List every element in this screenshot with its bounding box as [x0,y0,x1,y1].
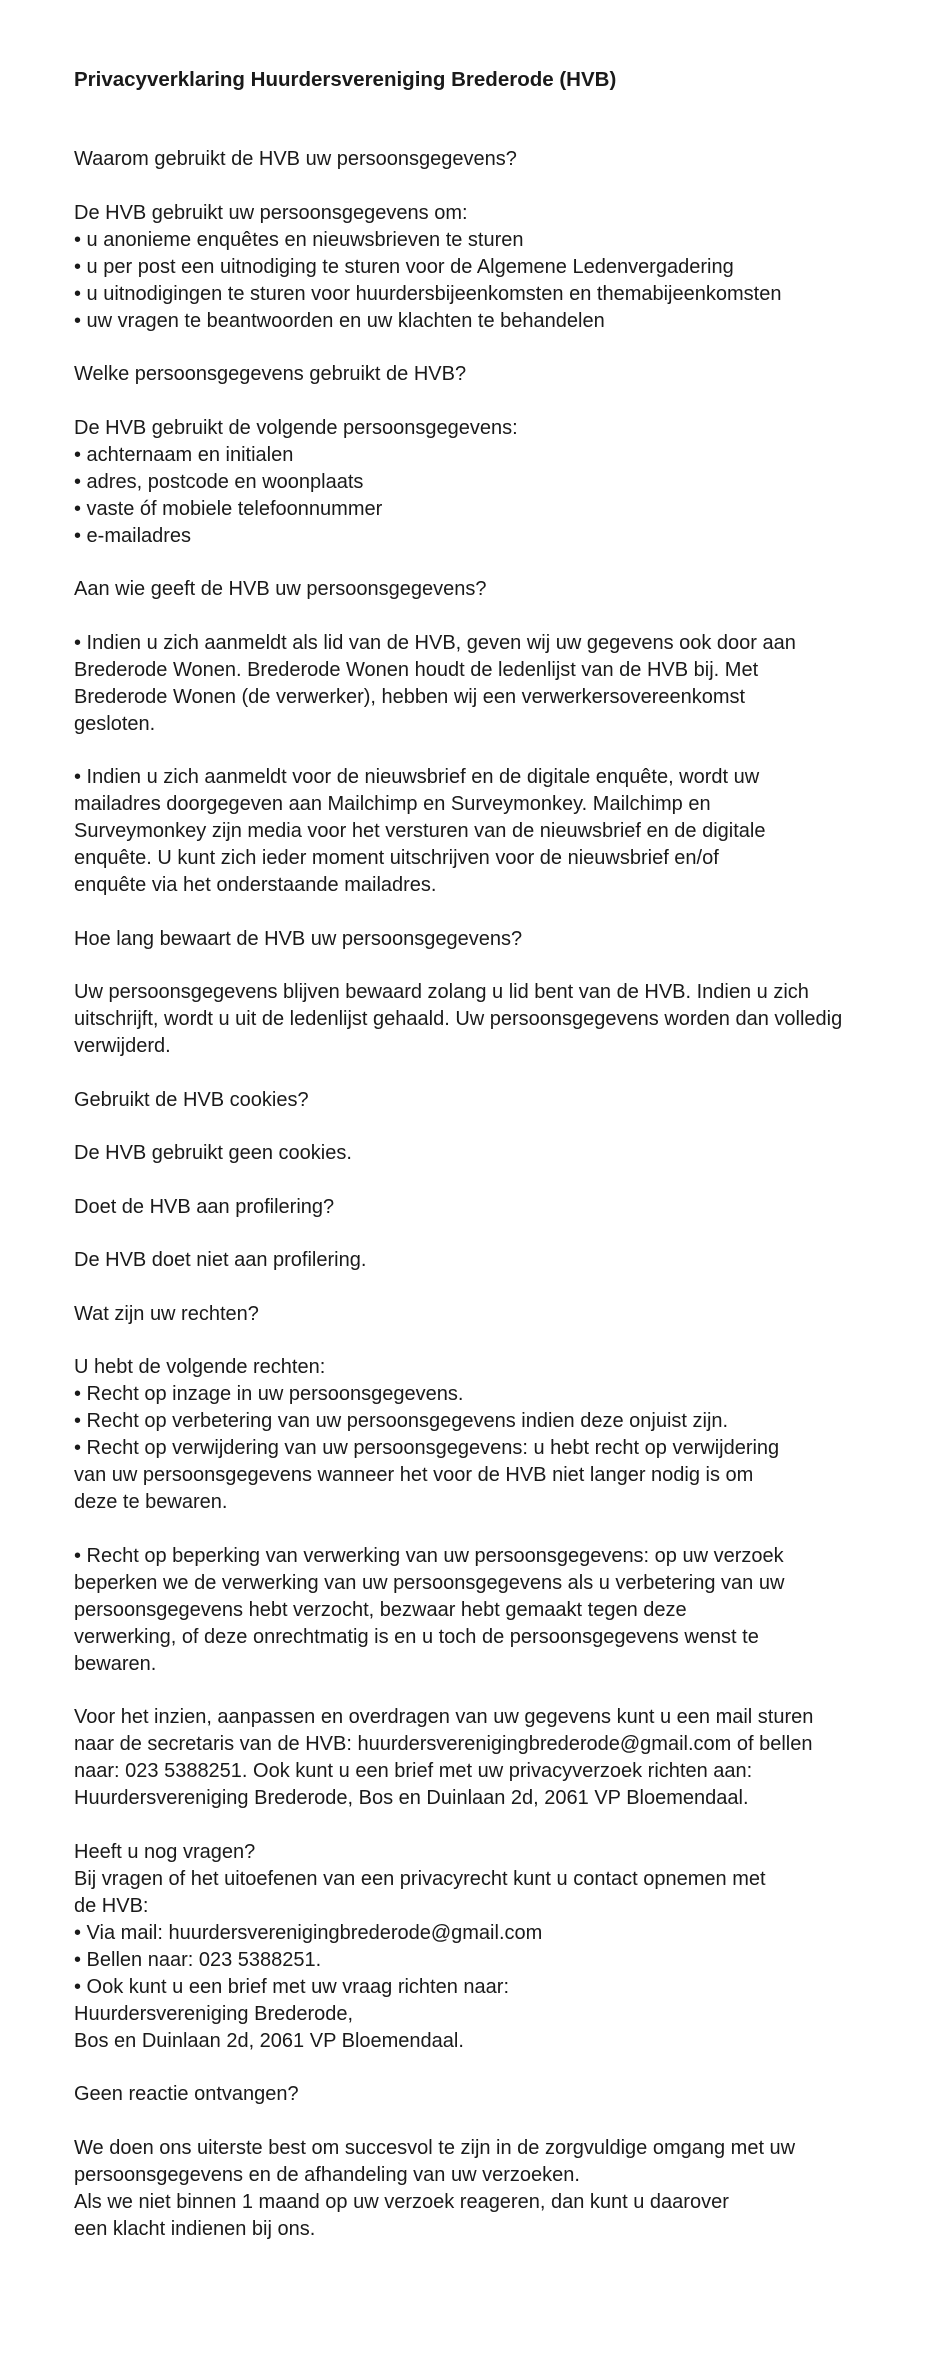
paragraph-gap [74,1060,905,1087]
paragraph [74,1247,905,1274]
text-line: Doet de HVB aan profilering? [74,1195,335,1218]
paragraph [74,2081,905,2108]
text-line: • achternaam en initialen [74,443,294,466]
paragraph [74,764,905,899]
text-line: De HVB doet niet aan profilering. [74,1249,367,1271]
text-line: • Indien u zich aanmeldt voor de nieuwsbrief en de digitale enquête, wordt uw [74,766,760,788]
text-line: Hoe lang bewaart de HVB uw persoonsgegevens? [74,927,523,950]
text-line: De HVB gebruikt de volgende persoonsgegevens: [74,416,518,439]
text-line: persoonsgegevens en de afhandeling van uw verzoeken. [74,2163,580,2186]
text-line: Surveymonkey zijn media voor het versturen van de nieuwsbrief en de digitale [74,820,766,842]
paragraph-gap [74,388,905,415]
paragraph [74,361,905,388]
text-line: Gebruikt de HVB cookies? [74,1088,309,1111]
text-line: • u uitnodigingen te sturen voor huurdersbijeenkomsten en themabijeenkomsten [74,282,782,305]
text-line: Welke persoonsgegevens gebruikt de HVB? [74,363,467,385]
text-line: • Recht op beperking van verwerking van uw persoonsgegevens: op uw verzoek [74,1544,784,1567]
paragraph-gap [74,1812,905,1839]
text-line: enquête. U kunt zich ieder moment uitschrijven voor de nieuwsbrief en/of [74,847,719,869]
paragraph-gap [74,1167,905,1194]
paragraph-gap [74,1516,905,1543]
text-line: • Recht op verwijdering van uw persoonsgegevens: u hebt recht op verwijdering [74,1437,780,1459]
paragraph [74,1354,905,1516]
text-line: van uw persoonsgegevens wanneer het voor de HVB niet langer nodig is om [74,1464,754,1486]
text-line: bewaren. [74,1652,157,1675]
text-line: • Recht op verbetering van uw persoonsgegevens indien deze onjuist zijn. [74,1410,729,1432]
text-line: De HVB gebruikt geen cookies. [74,1142,352,1164]
paragraph-gap [74,2108,905,2135]
text-line: verwerking, of deze onrechtmatig is en u toch de persoonsgegevens wenst te [74,1625,759,1648]
paragraph [74,926,905,953]
spacer [74,93,905,146]
text-line: Huurdersvereniging Brederode, Bos en Duinlaan 2d, 2061 VP Bloemendaal. [74,1787,749,1809]
text-line: Bos en Duinlaan 2d, 2061 VP Bloemendaal. [74,2029,464,2052]
paragraph [74,1087,905,1114]
text-line: Geen reactie ontvangen? [74,2083,299,2105]
paragraph [74,630,905,738]
text-line: Uw persoonsgegevens blijven bewaard zolang u lid bent van de HVB. Indien u zich [74,981,809,1003]
text-line: Voor het inzien, aanpassen en overdragen van uw gegevens kunt u een mail sturen [74,1706,814,1728]
text-line: • e-mailadres [74,524,192,547]
paragraph-gap [74,1221,905,1248]
text-line: naar de secretaris van de HVB: huurdersverenigingbrederode@gmail.com of bellen [74,1733,813,1755]
paragraph-gap [74,1274,905,1301]
text-line: Als we niet binnen 1 maand op uw verzoek reageren, dan kunt u daarover [74,2190,729,2213]
text-line: • uw vragen te beantwoorden en uw klachten te behandelen [74,309,605,332]
text-line: deze te bewaren. [74,1491,228,1513]
text-line: • Ook kunt u een brief met uw vraag richten naar: [74,1975,509,1998]
text-line: Heeft u nog vragen? [74,1840,256,1863]
text-line: persoonsgegevens hebt verzocht, bezwaar hebt gemaakt tegen deze [74,1598,687,1621]
paragraph-gap [74,1678,905,1705]
paragraph [74,979,905,1060]
text-line: Bij vragen of het uitoefenen van een privacyrecht kunt u contact opnemen met [74,1867,766,1890]
text-line: een klacht indienen bij ons. [74,2217,316,2240]
paragraph-gap [74,1328,905,1355]
paragraph [74,200,905,335]
text-line: • Bellen naar: 023 5388251. [74,1948,322,1971]
text-line: naar: 023 5388251. Ook kunt u een brief met uw privacyverzoek richten aan: [74,1760,753,1782]
paragraph [74,1194,905,1221]
page-title: Privacyverklaring Huurdersvereniging Brederode (HVB) [74,68,617,91]
paragraph [74,576,905,603]
text-line: • vaste óf mobiele telefoonnummer [74,497,383,520]
text-line: gesloten. [74,712,156,735]
paragraph [74,2135,905,2243]
paragraph [74,1704,905,1812]
text-line: • u anonieme enquêtes en nieuwsbrieven te sturen [74,228,524,251]
text-line: • Indien u zich aanmeldt als lid van de HVB, geven wij uw gegevens ook door aan [74,631,796,654]
text-line: Brederode Wonen (de verwerker), hebben wij een verwerkersovereenkomst [74,685,746,708]
paragraph-gap [74,335,905,362]
paragraph-gap [74,738,905,765]
text-line: De HVB gebruikt uw persoonsgegevens om: [74,201,468,224]
text-line: verwijderd. [74,1035,171,1057]
text-line: • Recht op inzage in uw persoonsgegevens. [74,1383,464,1405]
text-line: • u per post een uitnodiging te sturen voor de Algemene Ledenvergadering [74,255,734,278]
paragraph-gap [74,550,905,577]
paragraph-gap [74,603,905,630]
paragraph-gap [74,1114,905,1141]
paragraph [74,415,905,550]
text-line: beperken we de verwerking van uw persoonsgegevens als u verbetering van uw [74,1571,785,1594]
text-line: mailadres doorgegeven aan Mailchimp en Surveymonkey. Mailchimp en [74,793,711,815]
paragraph-gap [74,173,905,200]
text-line: • adres, postcode en woonplaats [74,470,364,493]
paragraph [74,1839,905,2055]
text-line: enquête via het onderstaande mailadres. [74,874,437,896]
text-line: Aan wie geeft de HVB uw persoonsgegevens? [74,578,487,600]
paragraph [74,1140,905,1167]
paragraph-gap [74,953,905,980]
paragraph-gap [74,899,905,926]
text-line: U hebt de volgende rechten: [74,1356,326,1378]
paragraph [74,1301,905,1328]
text-line: uitschrijft, wordt u uit de ledenlijst gehaald. Uw persoonsgegevens worden dan volledig [74,1008,843,1030]
document-body [74,146,905,2243]
text-line: We doen ons uiterste best om succesvol te zijn in de zorgvuldige omgang met uw [74,2136,796,2159]
text-line: Waarom gebruikt de HVB uw persoonsgegevens? [74,148,517,170]
text-line: Brederode Wonen. Brederode Wonen houdt de ledenlijst van de HVB bij. Met [74,658,759,681]
text-line: de HVB: [74,1894,149,1917]
paragraph [74,1543,905,1678]
paragraph-gap [74,2055,905,2082]
text-line: Huurdersvereniging Brederode, [74,2002,354,2025]
text-line: • Via mail: huurdersverenigingbrederode@gmail.com [74,1921,543,1944]
paragraph [74,146,905,173]
text-line: Wat zijn uw rechten? [74,1302,259,1325]
